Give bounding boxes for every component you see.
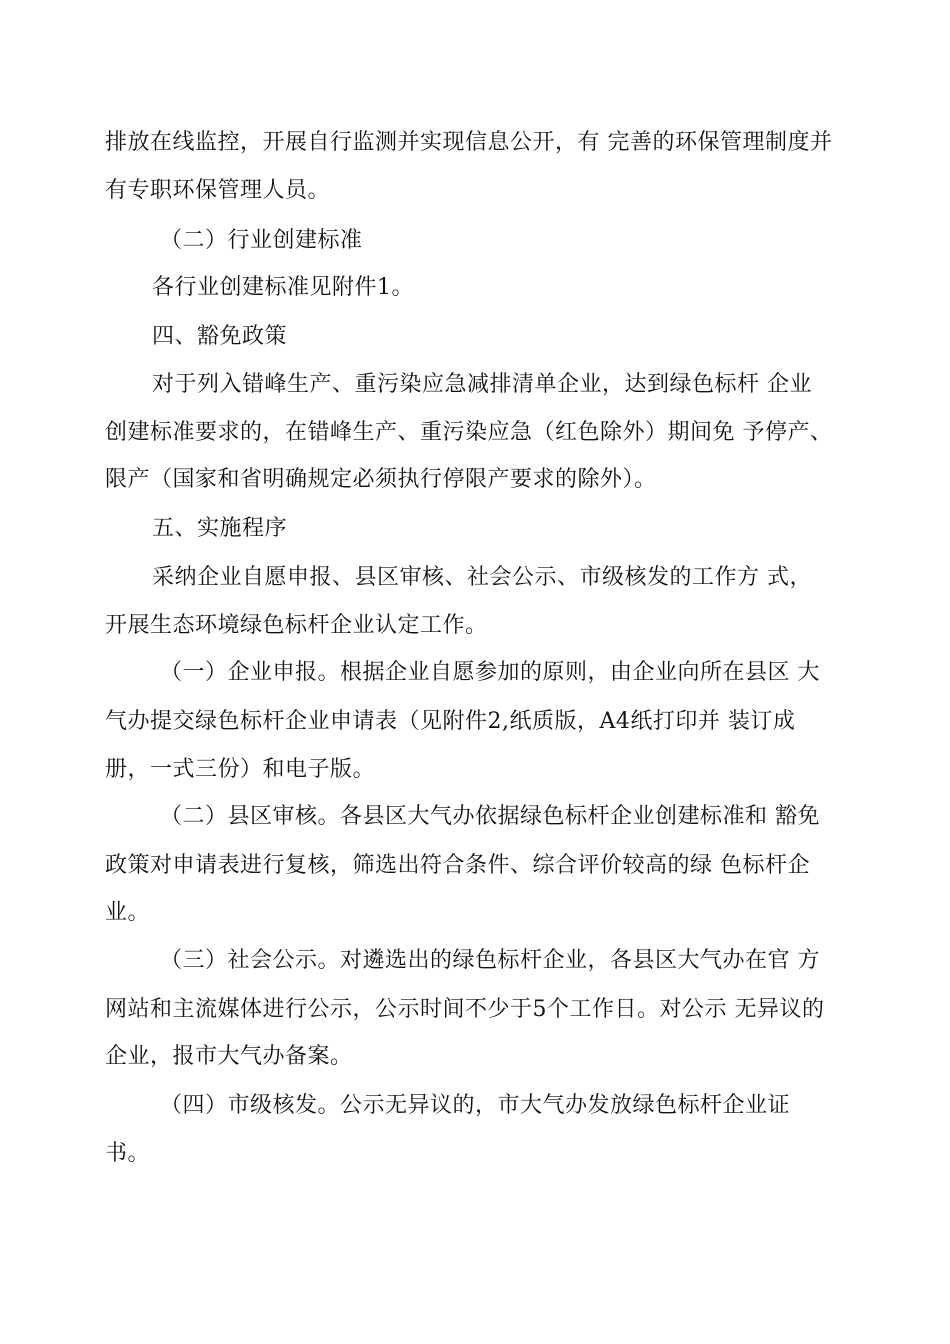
text-line: 对于列入错峰生产、重污染应急减排清单企业，达到绿色标杆 企业 [152, 372, 812, 397]
text-line: 业。 [105, 900, 151, 925]
text-line: 书。 [105, 1141, 151, 1166]
section-heading: 四、豁免政策 [152, 324, 288, 349]
section-heading: 五、实施程序 [152, 516, 288, 541]
text-line: 各行业创建标准见附件1。 [152, 275, 414, 300]
text-line: 政策对申请表进行复核，筛选出符合条件、综合评价较高的绿 色标杆企 [105, 853, 810, 878]
section-heading: （二）行业创建标准 [160, 228, 363, 253]
text-line: 有专职环保管理人员。 [105, 178, 331, 203]
text-line: 册，一式三份）和电子版。 [105, 757, 376, 782]
text-line: 企业，报市大气办备案。 [105, 1044, 353, 1069]
text-line: 创建标准要求的，在错峰生产、重污染应急（红色除外）期间免 予停产、 [105, 420, 833, 445]
text-line: （四）市级核发。公示无异议的，市大气办发放绿色标杆企业证 [160, 1093, 791, 1118]
text-line: （一）企业申报。根据企业自愿参加的原则，由企业向所在县区 大 [160, 660, 820, 685]
text-line: 采纳企业自愿申报、县区审核、社会公示、市级核发的工作方 式， [152, 565, 812, 590]
text-line: （二）县区审核。各县区大气办依据绿色标杆企业创建标准和 豁免 [160, 804, 820, 829]
text-line: 网站和主流媒体进行公示，公示时间不少于5个工作日。对公示 无异议的 [105, 997, 825, 1022]
text-line: 开展生态环境绿色标杆企业认定工作。 [105, 613, 488, 638]
text-line: （三）社会公示。对遴选出的绿色标杆企业，各县区大气办在官 方 [160, 948, 820, 973]
text-line: 气办提交绿色标杆企业申请表（见附件2,纸质版，A4纸打印并 装订成 [105, 709, 796, 734]
text-line: 排放在线监控，开展自行监测并实现信息公开，有 完善的环保管理制度并 [105, 130, 833, 155]
text-line: 限产（国家和省明确规定必须执行停限产要求的除外）。 [105, 467, 657, 492]
